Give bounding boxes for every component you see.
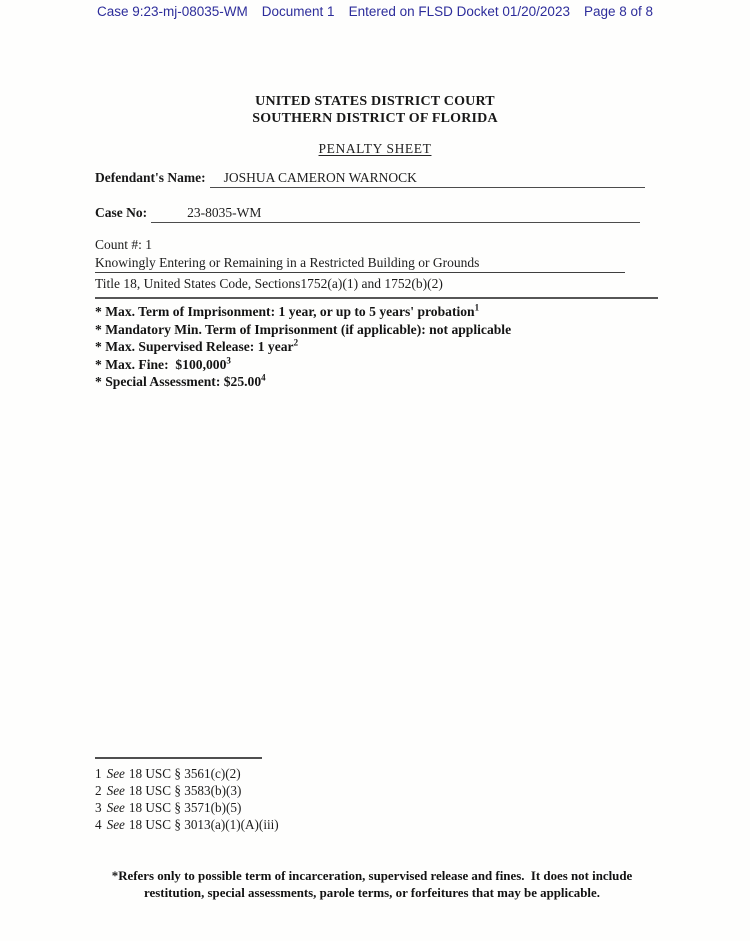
footnote-ref-1: 1 — [474, 302, 480, 313]
disclaimer-line-1: *Refers only to possible term of incarceration, supervised release and fines. It does not include — [111, 869, 633, 883]
penalty-max-fine: * Max. Fine: $100,000$^3$ — [95, 354, 231, 372]
footnote-3: 3 See 18 USC § 3571(b)(5) — [95, 800, 242, 815]
court-district: SOUTHERN DISTRICT OF FLORIDA — [252, 111, 498, 126]
penalty-mandatory-min: * Mandatory Min. Term of Imprisonment (if applicable): not applicable — [95, 321, 512, 337]
court-heading — [0, 93, 750, 127]
stamp-case-number: Case 9:23-mj-08035-WM — [96, 4, 248, 19]
penalty-special-assessment: * Special Assessment: $25.00$^4$ — [95, 372, 266, 389]
footnote-ref-3: 3 — [226, 354, 231, 365]
count-label: Count #: 1 — [95, 237, 153, 252]
court-name: UNITED STATES DISTRICT COURT — [255, 94, 495, 109]
bottom-disclaimer — [72, 868, 672, 901]
count-statute: Title 18, United States Code, Sections1752(a)(1) and 1752(b)(2) — [95, 276, 443, 291]
stamp-docket-entry: Entered on FLSD Docket 01/20/2023 — [348, 4, 570, 19]
footnote-4: 4 See 18 USC § 3013(a)(1)(A)(iii) — [95, 817, 279, 832]
footnote-ref-4: 4 — [261, 372, 266, 383]
document-title-text: PENALTY SHEET — [318, 141, 432, 156]
case-number-line — [151, 205, 640, 223]
penalty-supervised-release: * Max. Supervised Release: 1 year$^2$ — [95, 337, 299, 354]
footnote-ref-2: 2 — [293, 337, 299, 348]
disclaimer-line-2: restitution, special assessments, parole terms, or forfeitures that may be applicable. — [144, 885, 600, 900]
document-title — [0, 141, 750, 157]
pacer-header-stamp — [0, 4, 750, 19]
section-divider-line — [95, 297, 658, 299]
defendant-name-line — [210, 170, 645, 188]
case-number-row — [95, 205, 640, 223]
defendant-name-value: JOSHUA CAMERON WARNOCK — [223, 170, 417, 185]
count-charge: Knowingly Entering or Remaining in a Restricted Building or Grounds — [95, 255, 625, 273]
footnote-2: 2 See 18 USC § 3583(b)(3) — [95, 783, 242, 798]
defendant-name-row — [95, 170, 645, 188]
defendant-name-label: Defendant's Name: — [95, 170, 206, 185]
stamp-document-number: Document 1 — [261, 4, 335, 19]
stamp-page-number: Page 8 of 8 — [583, 4, 654, 19]
count-section — [95, 237, 657, 292]
footnote-1: 1 See 18 USC § 3561(c)(2) — [95, 766, 241, 781]
case-number-label: Case No: — [95, 205, 148, 220]
penalty-list — [95, 303, 511, 391]
case-number-value: 23-8035-WM — [187, 205, 262, 220]
footnote-list — [95, 765, 279, 833]
penalty-max-imprisonment: * Max. Term of Imprisonment: 1 year, or up to 5 years' probation$^1$ — [95, 302, 480, 319]
footnote-divider-line — [95, 757, 262, 759]
